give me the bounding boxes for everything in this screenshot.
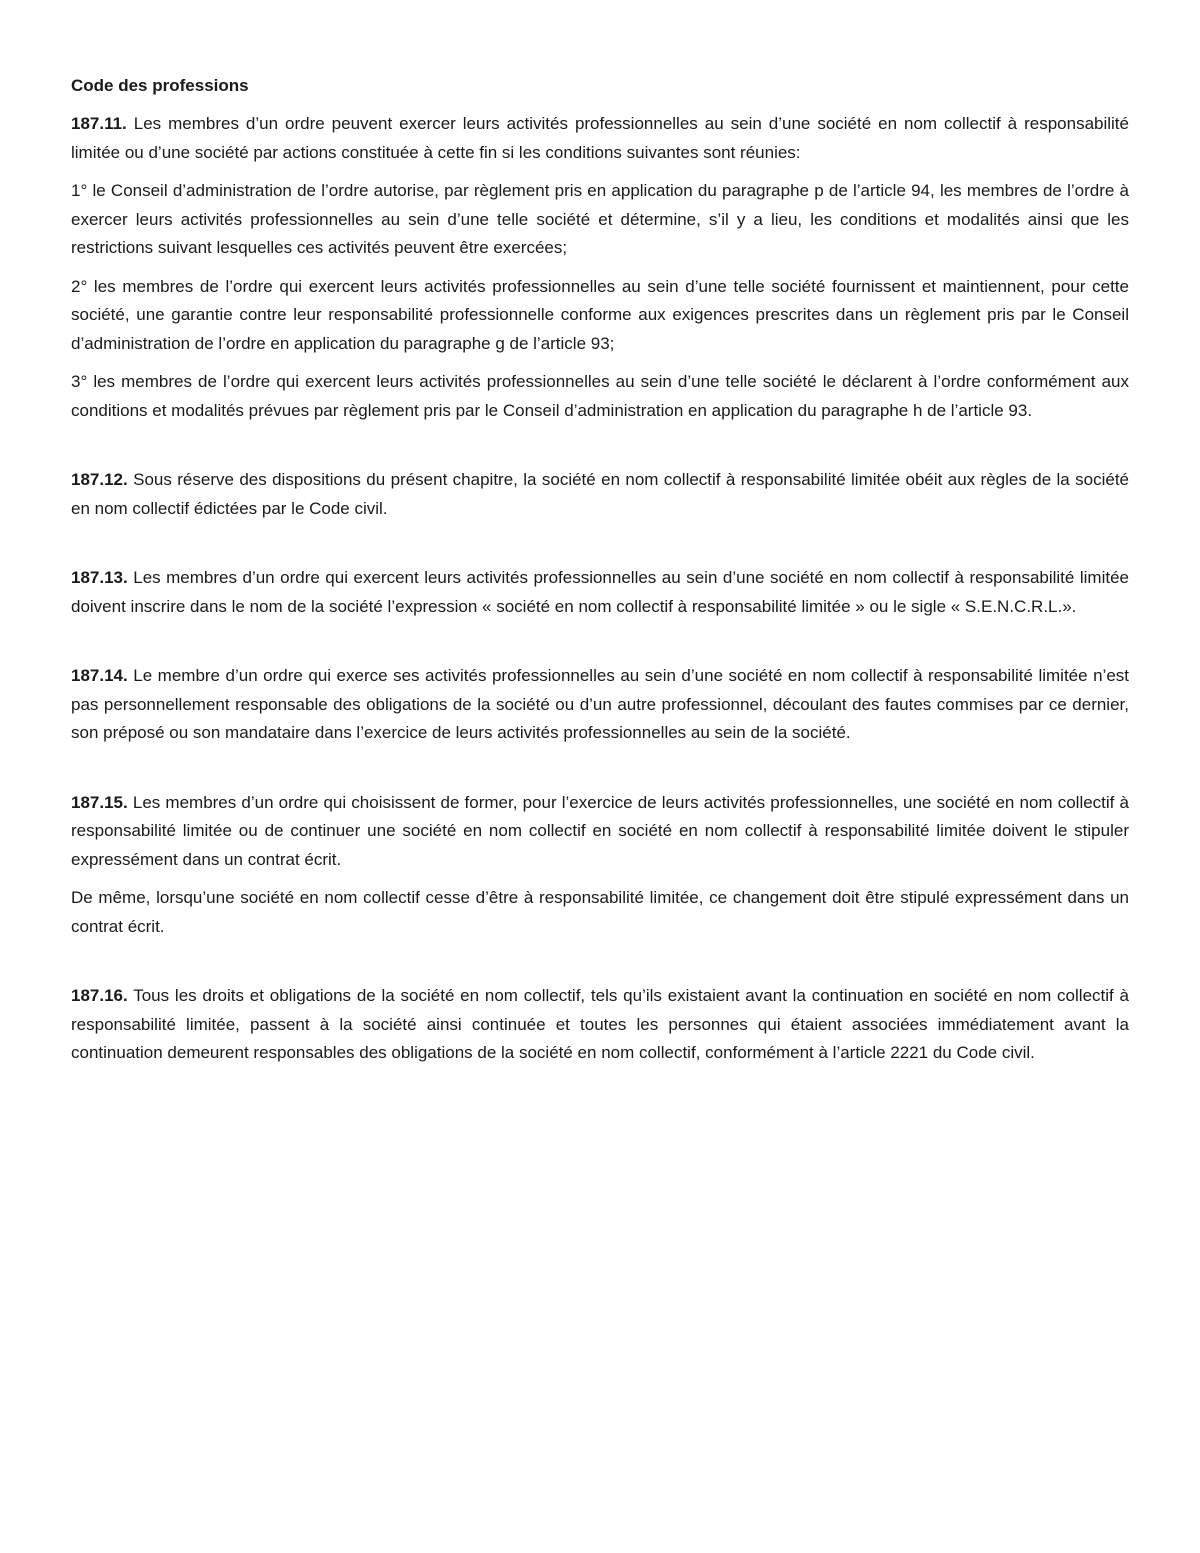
article-text: Le membre d’un ordre qui exerce ses activités professionnelles au sein d’une société en nom collectif à responsabilité limitée n’est pas personnellement responsable des obligations de la société ou d’un autre professionnel, découlant des fautes commises par ce dernier, son préposé ou son mandataire dans l’exercice de leurs activités professionnelles au sein de la société. [71, 666, 1129, 742]
article-187-13 [71, 564, 1129, 621]
article-text: Les membres d’un ordre qui choisissent de former, pour l’exercice de leurs activités professionnelles, une société en nom collectif à responsabilité limitée ou de continuer une société en nom collectif en société en nom collectif à responsabilité limitée doivent le stipuler expressément dans un contrat écrit. [71, 792, 1129, 869]
article-paragraph [71, 789, 1129, 875]
article-text: Tous les droits et obligations de la société en nom collectif, tels qu’ils existaient avant la continuation en société en nom collectif à responsabilité limitée, passent à la société ainsi continuée et toutes les personnes qui étaient associées immédiatement avant la continuation demeurent responsables des obligations de la société en nom collectif, conformément à l’article 2221 du Code civil. [71, 986, 1129, 1062]
article-number: 187.11. [71, 114, 127, 133]
article-187-11 [71, 110, 1129, 425]
article-number: 187.15. [71, 792, 128, 812]
article-text: Sous réserve des dispositions du présent chapitre, la société en nom collectif à responsabilité limitée obéit aux règles de la société en nom collectif édictées par le Code civil. [71, 470, 1129, 518]
article-paragraph: 1° le Conseil d’administration de l’ordre autorise, par règlement pris en application du paragraphe p de l’article 94, les membres de l’ordre à exercer leurs activités professionnelles au sein d’une telle société et détermine, s’il y a lieu, les conditions et modalités ainsi que les restrictions suivant lesquelles ces activités peuvent être exercées; [71, 181, 1129, 257]
article-text: Les membres d’un ordre qui exercent leurs activités professionnelles au sein d’une société en nom collectif à responsabilité limitée doivent inscrire dans le nom de la société l’expression « société en nom collectif à responsabilité limitée » ou le sigle « S.E.N.C.R.L.». [71, 568, 1129, 616]
article-text: Les membres d’un ordre peuvent exercer leurs activités professionnelles au sein d’une société en nom collectif à responsabilité limitée ou d’une société par actions constituée à cette fin si les conditions suivantes sont réunies: [71, 114, 1129, 162]
article-paragraph [71, 110, 1129, 167]
article-paragraph: 3° les membres de l’ordre qui exercent leurs activités professionnelles au sein d’une telle société le déclarent à l’ordre conformément aux conditions et modalités prévues par règlement pris par le Conseil d’administration en application du paragraphe h de l’article 93. [71, 372, 1129, 420]
article-number: 187.13. [71, 568, 128, 587]
article-paragraph: 2° les membres de l’ordre qui exercent leurs activités professionnelles au sein d’une telle société fournissent et maintiennent, pour cette société, une garantie contre leur responsabilité professionnelle conforme aux exigences prescrites dans un règlement pris par le Conseil d’administration de l’ordre en application du paragraphe g de l’article 93; [71, 276, 1129, 353]
document-page [71, 74, 1129, 1109]
article-187-16 [71, 982, 1129, 1068]
article-number: 187.16. [71, 986, 128, 1005]
article-paragraph [71, 466, 1129, 523]
article-187-15 [71, 789, 1129, 942]
article-number: 187.12. [71, 470, 128, 489]
article-paragraph [71, 662, 1129, 748]
article-187-12 [71, 466, 1129, 523]
article-paragraph [71, 982, 1129, 1068]
article-paragraph [71, 564, 1129, 621]
article-paragraph: De même, lorsqu’une société en nom collectif cesse d’être à responsabilité limitée, ce changement doit être stipulé expressément dans un contrat écrit. [71, 888, 1129, 936]
article-187-14 [71, 662, 1129, 748]
document-title: Code des professions [71, 76, 249, 95]
article-number: 187.14. [71, 666, 128, 685]
